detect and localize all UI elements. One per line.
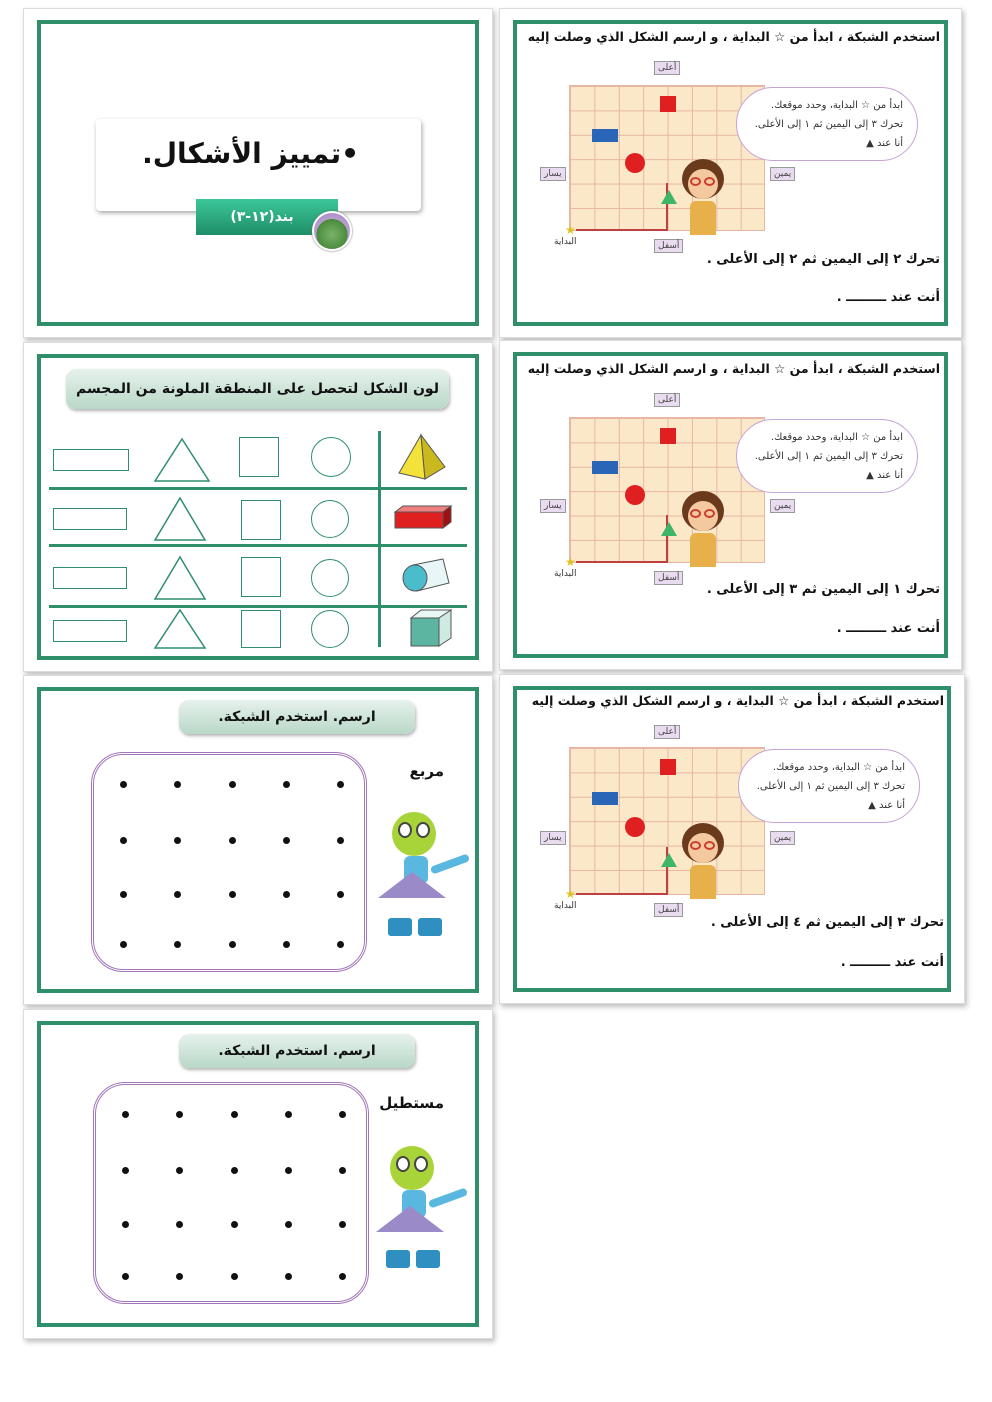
table-row <box>49 608 467 650</box>
cube-icon <box>409 608 455 648</box>
answer-line: أنت عند ـــــــــ . <box>840 955 944 970</box>
rectangle-option[interactable] <box>53 567 127 589</box>
move-instruction: تحرك ١ إلى اليمين ثم ٣ إلى الأعلى . <box>706 582 940 597</box>
start-label: البداية <box>554 237 577 247</box>
dot-grid[interactable] <box>91 752 367 972</box>
triangle-option[interactable] <box>153 496 207 542</box>
draw-slide-square <box>23 675 493 1005</box>
down-arrow-icon: أسفل <box>654 239 683 253</box>
answer-line: أنت عند ـــــــــ . <box>836 290 940 305</box>
draw-heading: ارسم. استخدم الشبكة. <box>179 700 415 734</box>
triangle-option[interactable] <box>153 608 207 650</box>
blue-rectangle <box>592 461 618 474</box>
right-arrow-icon: يمين <box>770 167 795 181</box>
cylinder-icon <box>399 557 453 597</box>
down-arrow-icon: أسفل <box>654 571 683 585</box>
red-square <box>660 759 676 775</box>
left-arrow-icon: يسار <box>540 499 566 513</box>
rectangular-prism-icon <box>393 504 453 530</box>
rectangle-option[interactable] <box>53 449 129 471</box>
move-instruction: تحرك ٢ إلى اليمين ثم ٢ إلى الأعلى . <box>706 252 940 267</box>
square-option[interactable] <box>241 610 281 648</box>
logo-icon <box>312 211 352 251</box>
square-option[interactable] <box>241 557 281 597</box>
up-arrow-icon: أعلى <box>654 61 680 75</box>
start-star-icon: ★ <box>565 555 576 569</box>
section-badge: بند(١٢-٣) <box>196 199 338 235</box>
start-label: البداية <box>554 901 577 911</box>
instruction: استخدم الشبكة ، ابدأ من ☆ البداية ، و ارسم الشكل الذي وصلت إليه <box>527 361 940 376</box>
table-row <box>49 431 467 487</box>
red-circle <box>625 485 645 505</box>
speech-bubble: ابدأ من ☆ البداية، وحدد موقعك. تحرك ٣ إلى اليمين ثم ١ إلى الأعلى. أنا عند ▲ <box>736 87 918 161</box>
mascot-illustration <box>374 808 474 938</box>
left-arrow-icon: يسار <box>540 831 566 845</box>
square-option[interactable] <box>239 437 279 477</box>
start-label: البداية <box>554 569 577 579</box>
solids-slide <box>23 342 493 672</box>
shape-label: مربع <box>409 762 444 780</box>
rectangle-option[interactable] <box>53 620 127 642</box>
start-path <box>576 183 668 231</box>
grid-slide-1 <box>499 8 962 338</box>
right-arrow-icon: يمين <box>770 831 795 845</box>
grid-slide-3 <box>499 674 965 1004</box>
move-instruction: تحرك ٣ إلى اليمين ثم ٤ إلى الأعلى . <box>710 915 944 930</box>
instruction: استخدم الشبكة ، ابدأ من ☆ البداية ، و ارسم الشكل الذي وصلت إليه <box>531 693 944 708</box>
mascot-illustration <box>372 1142 472 1272</box>
answer-line: أنت عند ـــــــــ . <box>836 621 940 636</box>
red-square <box>660 428 676 444</box>
girl-illustration <box>672 491 734 567</box>
red-square <box>660 96 676 112</box>
square-option[interactable] <box>241 500 281 540</box>
title-slide <box>23 8 493 338</box>
page-title: •تمييز الأشكال. <box>142 137 359 170</box>
down-arrow-icon: أسفل <box>654 903 683 917</box>
circle-option[interactable] <box>311 500 349 538</box>
shape-label: مستطيل <box>379 1094 444 1112</box>
circle-option[interactable] <box>311 559 349 597</box>
solids-heading: لون الشكل لتحصل على المنطقة الملونة من المجسم <box>66 369 449 409</box>
red-circle <box>625 817 645 837</box>
start-path <box>576 515 668 563</box>
table-row <box>49 547 467 605</box>
up-arrow-icon: أعلى <box>654 725 680 739</box>
blue-rectangle <box>592 792 618 805</box>
grid-slide-2 <box>499 340 962 670</box>
table-row <box>49 490 467 544</box>
start-star-icon: ★ <box>565 223 576 237</box>
draw-slide-rectangle <box>23 1009 493 1339</box>
start-star-icon: ★ <box>565 887 576 901</box>
triangle-option[interactable] <box>153 437 211 483</box>
draw-heading: ارسم. استخدم الشبكة. <box>179 1034 415 1068</box>
left-arrow-icon: يسار <box>540 167 566 181</box>
blue-rectangle <box>592 129 618 142</box>
triangle-option[interactable] <box>153 555 207 601</box>
pyramid-icon <box>395 433 449 483</box>
rectangle-option[interactable] <box>53 508 127 530</box>
circle-option[interactable] <box>311 437 351 477</box>
girl-illustration <box>672 159 734 235</box>
speech-bubble: ابدأ من ☆ البداية، وحدد موقعك. تحرك ٣ إلى اليمين ثم ١ إلى الأعلى. أنا عند ▲ <box>736 419 918 493</box>
red-circle <box>625 153 645 173</box>
start-path <box>576 847 668 895</box>
up-arrow-icon: أعلى <box>654 393 680 407</box>
speech-bubble: ابدأ من ☆ البداية، وحدد موقعك. تحرك ٣ إلى اليمين ثم ١ إلى الأعلى. أنا عند ▲ <box>738 749 920 823</box>
dot-grid[interactable] <box>93 1082 369 1304</box>
bullet: • <box>341 137 359 170</box>
instruction: استخدم الشبكة ، ابدأ من ☆ البداية ، و ارسم الشكل الذي وصلت إليه <box>527 29 940 44</box>
circle-option[interactable] <box>311 610 349 648</box>
right-arrow-icon: يمين <box>770 499 795 513</box>
girl-illustration <box>672 823 734 899</box>
